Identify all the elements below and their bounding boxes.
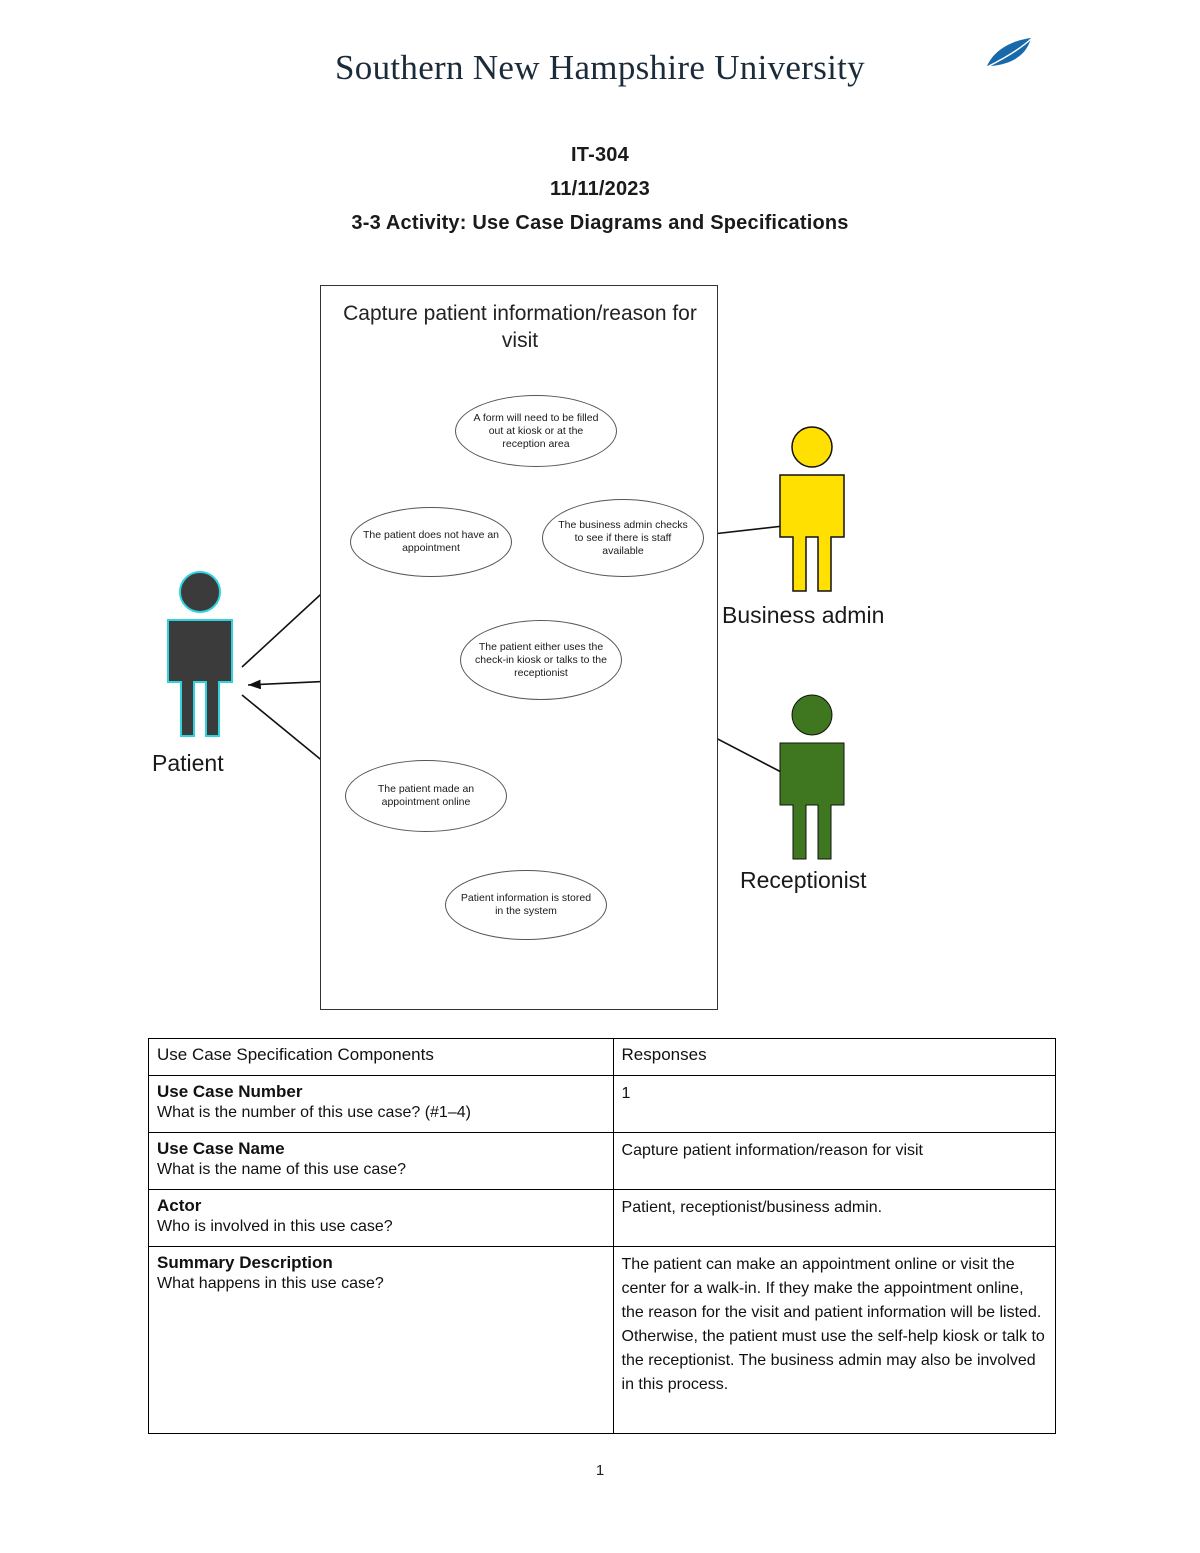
actor-receptionist-label: Receptionist — [740, 867, 867, 893]
use-case-online-appointment[interactable]: The patient made an appointment online — [345, 760, 507, 832]
row-summary-description-label — [149, 1247, 614, 1434]
university-name: Southern New Hampshire University — [335, 48, 865, 87]
component-title: Summary Description — [157, 1253, 333, 1272]
system-boundary-title: Capture patient information/reason for visit — [343, 302, 697, 352]
use-case-information-stored[interactable]: Patient information is stored in the system — [445, 870, 607, 940]
university-logo — [0, 48, 1200, 88]
actor-business-admin-label: Business admin — [722, 602, 885, 628]
actor-business-admin-figure — [766, 425, 858, 595]
document-title-block — [0, 138, 1200, 240]
component-title: Actor — [157, 1196, 202, 1215]
use-case-kiosk-or-receptionist[interactable]: The patient either uses the check-in kiosk or talks to the receptionist — [460, 620, 622, 700]
component-question: Who is involved in this use case? — [157, 1218, 393, 1235]
actor-receptionist-figure — [766, 693, 858, 863]
use-case-no-appointment[interactable]: The patient does not have an appointment — [350, 507, 512, 577]
use-case-diagram — [130, 275, 1080, 1020]
row-actor-label — [149, 1190, 614, 1247]
row-use-case-number-label — [149, 1076, 614, 1133]
component-question: What happens in this use case? — [157, 1275, 384, 1292]
table-header-responses: Responses — [613, 1039, 1055, 1076]
assignment-title: 3-3 Activity: Use Case Diagrams and Specifications — [351, 212, 849, 234]
row-use-case-number-response: 1 — [613, 1076, 1055, 1133]
table-row — [149, 1133, 1056, 1190]
component-question: What is the name of this use case? — [157, 1161, 407, 1178]
row-use-case-name-label — [149, 1133, 614, 1190]
table-row — [149, 1076, 1056, 1133]
use-case-form[interactable]: A form will need to be filled out at kiosk or at the reception area — [455, 395, 617, 467]
table-header-components: Use Case Specification Components — [149, 1039, 614, 1076]
page-number: 1 — [595, 1462, 605, 1479]
actor-patient-label: Patient — [152, 750, 224, 776]
component-question: What is the number of this use case? (#1–4) — [157, 1104, 471, 1121]
table-header-row — [149, 1039, 1056, 1076]
use-case-specification-table — [148, 1038, 1056, 1434]
row-use-case-name-response: Capture patient information/reason for visit — [613, 1133, 1055, 1190]
actor-patient-figure — [154, 570, 246, 740]
component-title: Use Case Number — [157, 1082, 303, 1101]
row-summary-description-response: The patient can make an appointment online or visit the center for a walk-in. If they make the appointment online, the reason for the visit and patient information will be listed. Otherwise, the patient must use the self-help kiosk or talk to the receptionist. The business admin may also be involved in this process. — [613, 1247, 1055, 1434]
use-case-staff-available[interactable]: The business admin checks to see if there is staff available — [542, 499, 704, 577]
course-code: IT-304 — [571, 144, 629, 166]
document-date: 11/11/2023 — [550, 178, 650, 200]
table-row — [149, 1247, 1056, 1434]
row-actor-response: Patient, receptionist/business admin. — [613, 1190, 1055, 1247]
component-title: Use Case Name — [157, 1139, 285, 1158]
table-row — [149, 1190, 1056, 1247]
leaf-icon — [985, 36, 1033, 70]
